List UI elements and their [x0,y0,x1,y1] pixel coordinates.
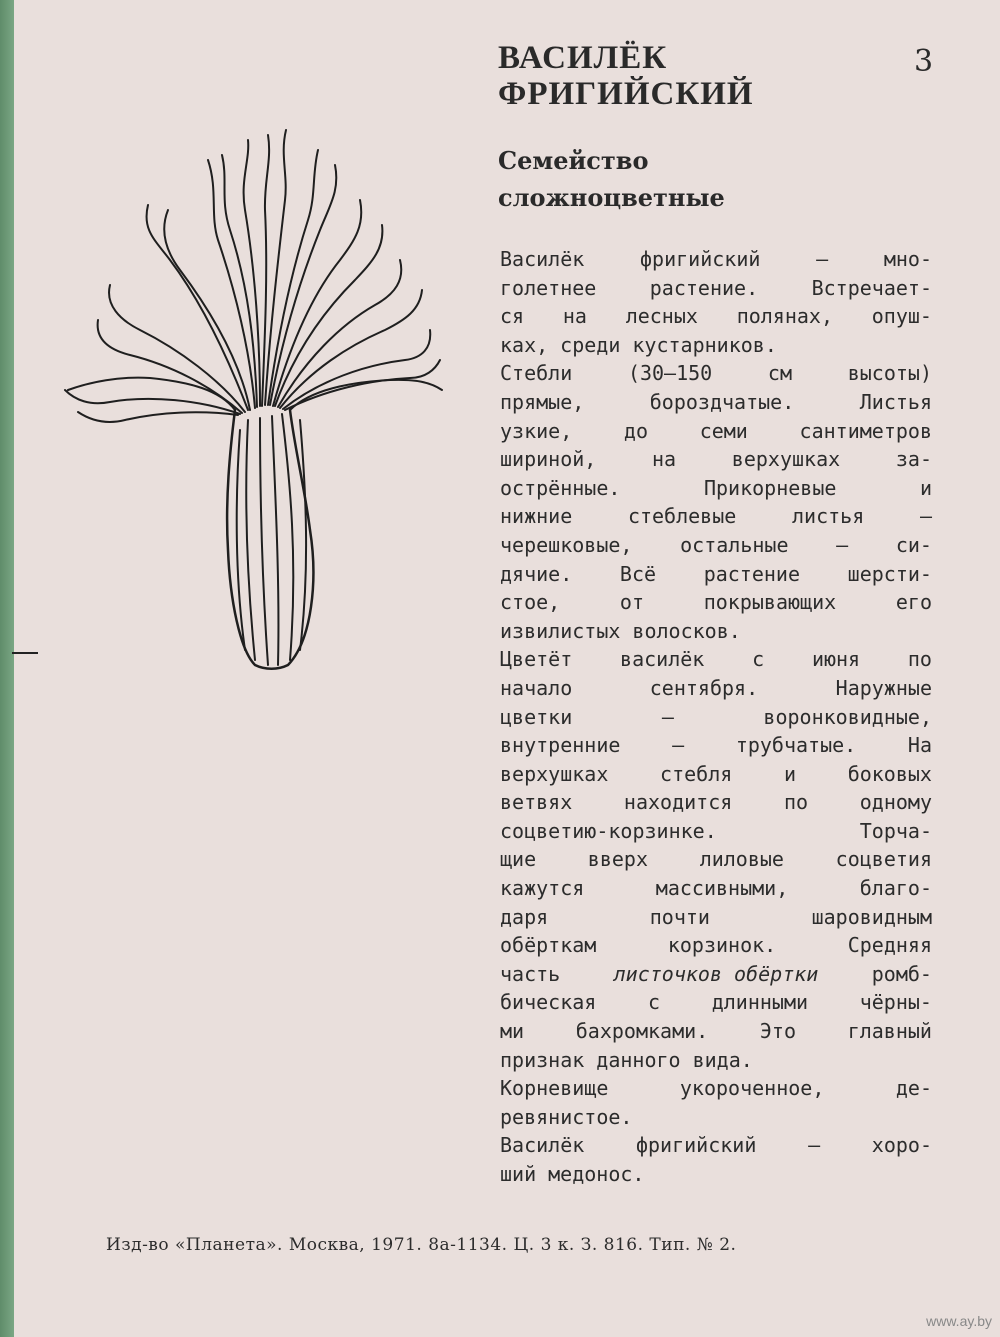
text-word: полянах, [736,304,834,329]
text-word: си- [895,532,932,557]
text-word: данного [596,1047,681,1072]
text-word: вида. [692,1047,753,1072]
text-line [500,731,932,760]
text-word: острённые. [500,475,621,500]
text-line [500,760,932,789]
text-word: бахромками. [575,1019,709,1044]
text-word: и [783,761,797,786]
text-word: см [767,361,793,386]
family-line: сложноцветные [498,183,725,212]
text-word: Листья [859,389,932,414]
text-word: среди [560,332,621,357]
text-word: от [619,590,645,615]
text-word: черешковые, [500,532,633,557]
text-line [500,1046,932,1075]
green-background-edge [0,0,14,1337]
family-line: Семейство [498,146,649,175]
text-word: Стебли [500,361,573,386]
text-word: часть [500,961,561,986]
text-word: шерсти- [847,561,932,586]
text-word: мно- [883,247,932,271]
cut-mark [12,652,38,654]
text-word: (30—150 [627,361,713,386]
title-line: ФРИГИЙСКИЙ [498,76,754,112]
text-word: ревянистое. [500,1104,633,1129]
text-line [500,703,932,732]
text-word: василёк [620,647,705,672]
text-word: семи [699,418,748,443]
text-word: лесных [625,304,698,329]
plant-title [498,40,754,112]
text-word: Торча- [859,818,932,843]
text-word: Средняя [847,933,932,958]
text-line [500,474,932,503]
text-line [500,274,932,303]
text-word: ся [500,304,525,329]
text-line [500,1074,932,1103]
text-word: Всё [619,561,657,586]
text-line [500,903,932,932]
text-word: даря [500,904,549,929]
text-word: Корневище [500,1076,609,1101]
text-word: Наружные [835,675,932,700]
text-word: ромб- [871,961,932,986]
text-line [500,1103,932,1132]
text-word: трубчатые. [735,733,857,758]
text-word: внутренние [500,733,621,758]
text-word: соцветия [835,847,932,872]
text-word: кустарников. [632,332,777,357]
text-line [500,988,932,1017]
text-word: стебля [660,761,733,786]
text-word: боковых [847,761,932,786]
text-word: покрывающих [703,590,837,615]
text-line [500,331,932,360]
text-line [500,788,932,817]
text-word: де- [895,1076,932,1101]
text-line [500,302,932,331]
text-line [500,445,932,474]
text-word: стеблевые [627,504,737,529]
text-word: нижние [500,504,573,529]
text-word: обёрткам [500,933,597,958]
text-word: опуш- [871,304,932,329]
text-word: Цветёт [500,647,573,672]
text-word: Это [759,1019,797,1044]
text-word: ший [500,1162,537,1186]
title-line: ВАСИЛЁК [498,40,668,76]
text-word: июня [811,647,861,672]
text-word: ветвях [500,790,573,815]
text-word: извилистых [500,618,621,643]
text-word: лиловые [699,847,784,872]
text-line [500,931,932,960]
text-word: волосков. [632,618,741,643]
text-line [500,417,932,446]
text-word: — [919,504,932,529]
text-word: длинными [711,990,809,1015]
text-word: бическая [500,990,597,1015]
text-line [500,560,932,589]
text-word: листья [792,504,865,529]
text-word: с [648,990,661,1015]
text-word: шириной, [500,447,597,472]
text-word: бороздчатые. [649,389,795,414]
text-word: до [623,418,649,443]
text-word: голетнее [500,275,597,300]
text-line [500,1160,932,1189]
text-line [500,674,932,703]
text-word: ми [500,1019,525,1044]
text-word: главный [847,1019,932,1044]
text-word: шаровидным [811,904,932,929]
text-word: ках, [500,332,549,357]
text-line [500,502,932,531]
text-word: Прикорневые [703,475,837,500]
bract-illustration-icon [50,120,450,680]
publisher-imprint: Изд-во «Планета». Москва, 1971. 8а-1134. Ц. 3 к. З. 816. Тип. № 2. [106,1235,737,1255]
text-word: цветки [500,704,573,729]
text-word: сентября. [649,675,759,700]
watermark: www.ay.by [926,1313,992,1329]
text-word: корзинок. [667,933,777,958]
text-line [500,1017,932,1046]
text-word: — [672,733,685,758]
text-line [500,845,932,874]
family-heading [498,142,725,216]
text-word: хоро- [871,1133,932,1158]
text-word: растение [703,561,801,586]
text-word: узкие, [500,418,573,443]
text-word: — [661,704,674,729]
text-word: массивными, [655,876,789,901]
text-line [500,388,932,417]
text-word: воронковидные, [763,704,932,729]
text-word: Василёк [500,1133,585,1158]
description-text [500,245,932,1189]
text-word: укороченное, [679,1076,825,1101]
text-line [500,960,932,989]
text-word: Василёк [500,247,585,271]
text-word: находится [623,790,733,815]
text-word: верхушках [731,447,841,472]
text-word: фригийский [635,1133,757,1158]
text-word: верхушках [500,761,609,786]
text-word: прямые, [500,389,585,414]
text-word: На [907,733,932,758]
text-word: щие [500,847,537,872]
text-line [500,531,932,560]
text-line [500,588,932,617]
text-word: медонос. [548,1162,645,1186]
text-word: почти [649,904,710,929]
text-word: растение. [649,275,759,300]
text-word: его [895,590,932,615]
text-word: остальные [680,532,789,557]
text-word: по [907,647,932,672]
text-word: — [816,247,829,271]
text-word: чёрны- [859,990,932,1015]
text-word: одному [859,790,932,815]
text-word: — [808,1133,821,1158]
text-word: соцветию-корзинке. [500,818,717,843]
text-line [500,645,932,674]
text-word: листочков обёртки [613,961,819,986]
text-word: с [752,647,765,672]
card-number: 3 [914,44,934,79]
text-word: стое, [500,590,561,615]
text-word: вверх [587,847,649,872]
text-line [500,874,932,903]
text-line [500,245,932,274]
text-word: на [652,447,677,472]
text-word: на [562,304,587,329]
text-word: высоты) [847,361,932,386]
text-word: кажутся [500,876,585,901]
text-word: за- [895,447,932,472]
text-word: дячие. [500,561,573,586]
text-word: признак [500,1047,585,1072]
text-word: — [836,532,849,557]
text-word: и [919,475,932,500]
text-word: сантиметров [799,418,932,443]
text-word: благо- [859,876,932,901]
text-line [500,817,932,846]
text-word: по [783,790,809,815]
text-word: начало [500,675,573,700]
text-line [500,617,932,646]
text-line [500,359,932,388]
text-word: Встречает- [811,275,932,300]
text-line [500,1131,932,1160]
text-word: фригийский [639,247,761,271]
